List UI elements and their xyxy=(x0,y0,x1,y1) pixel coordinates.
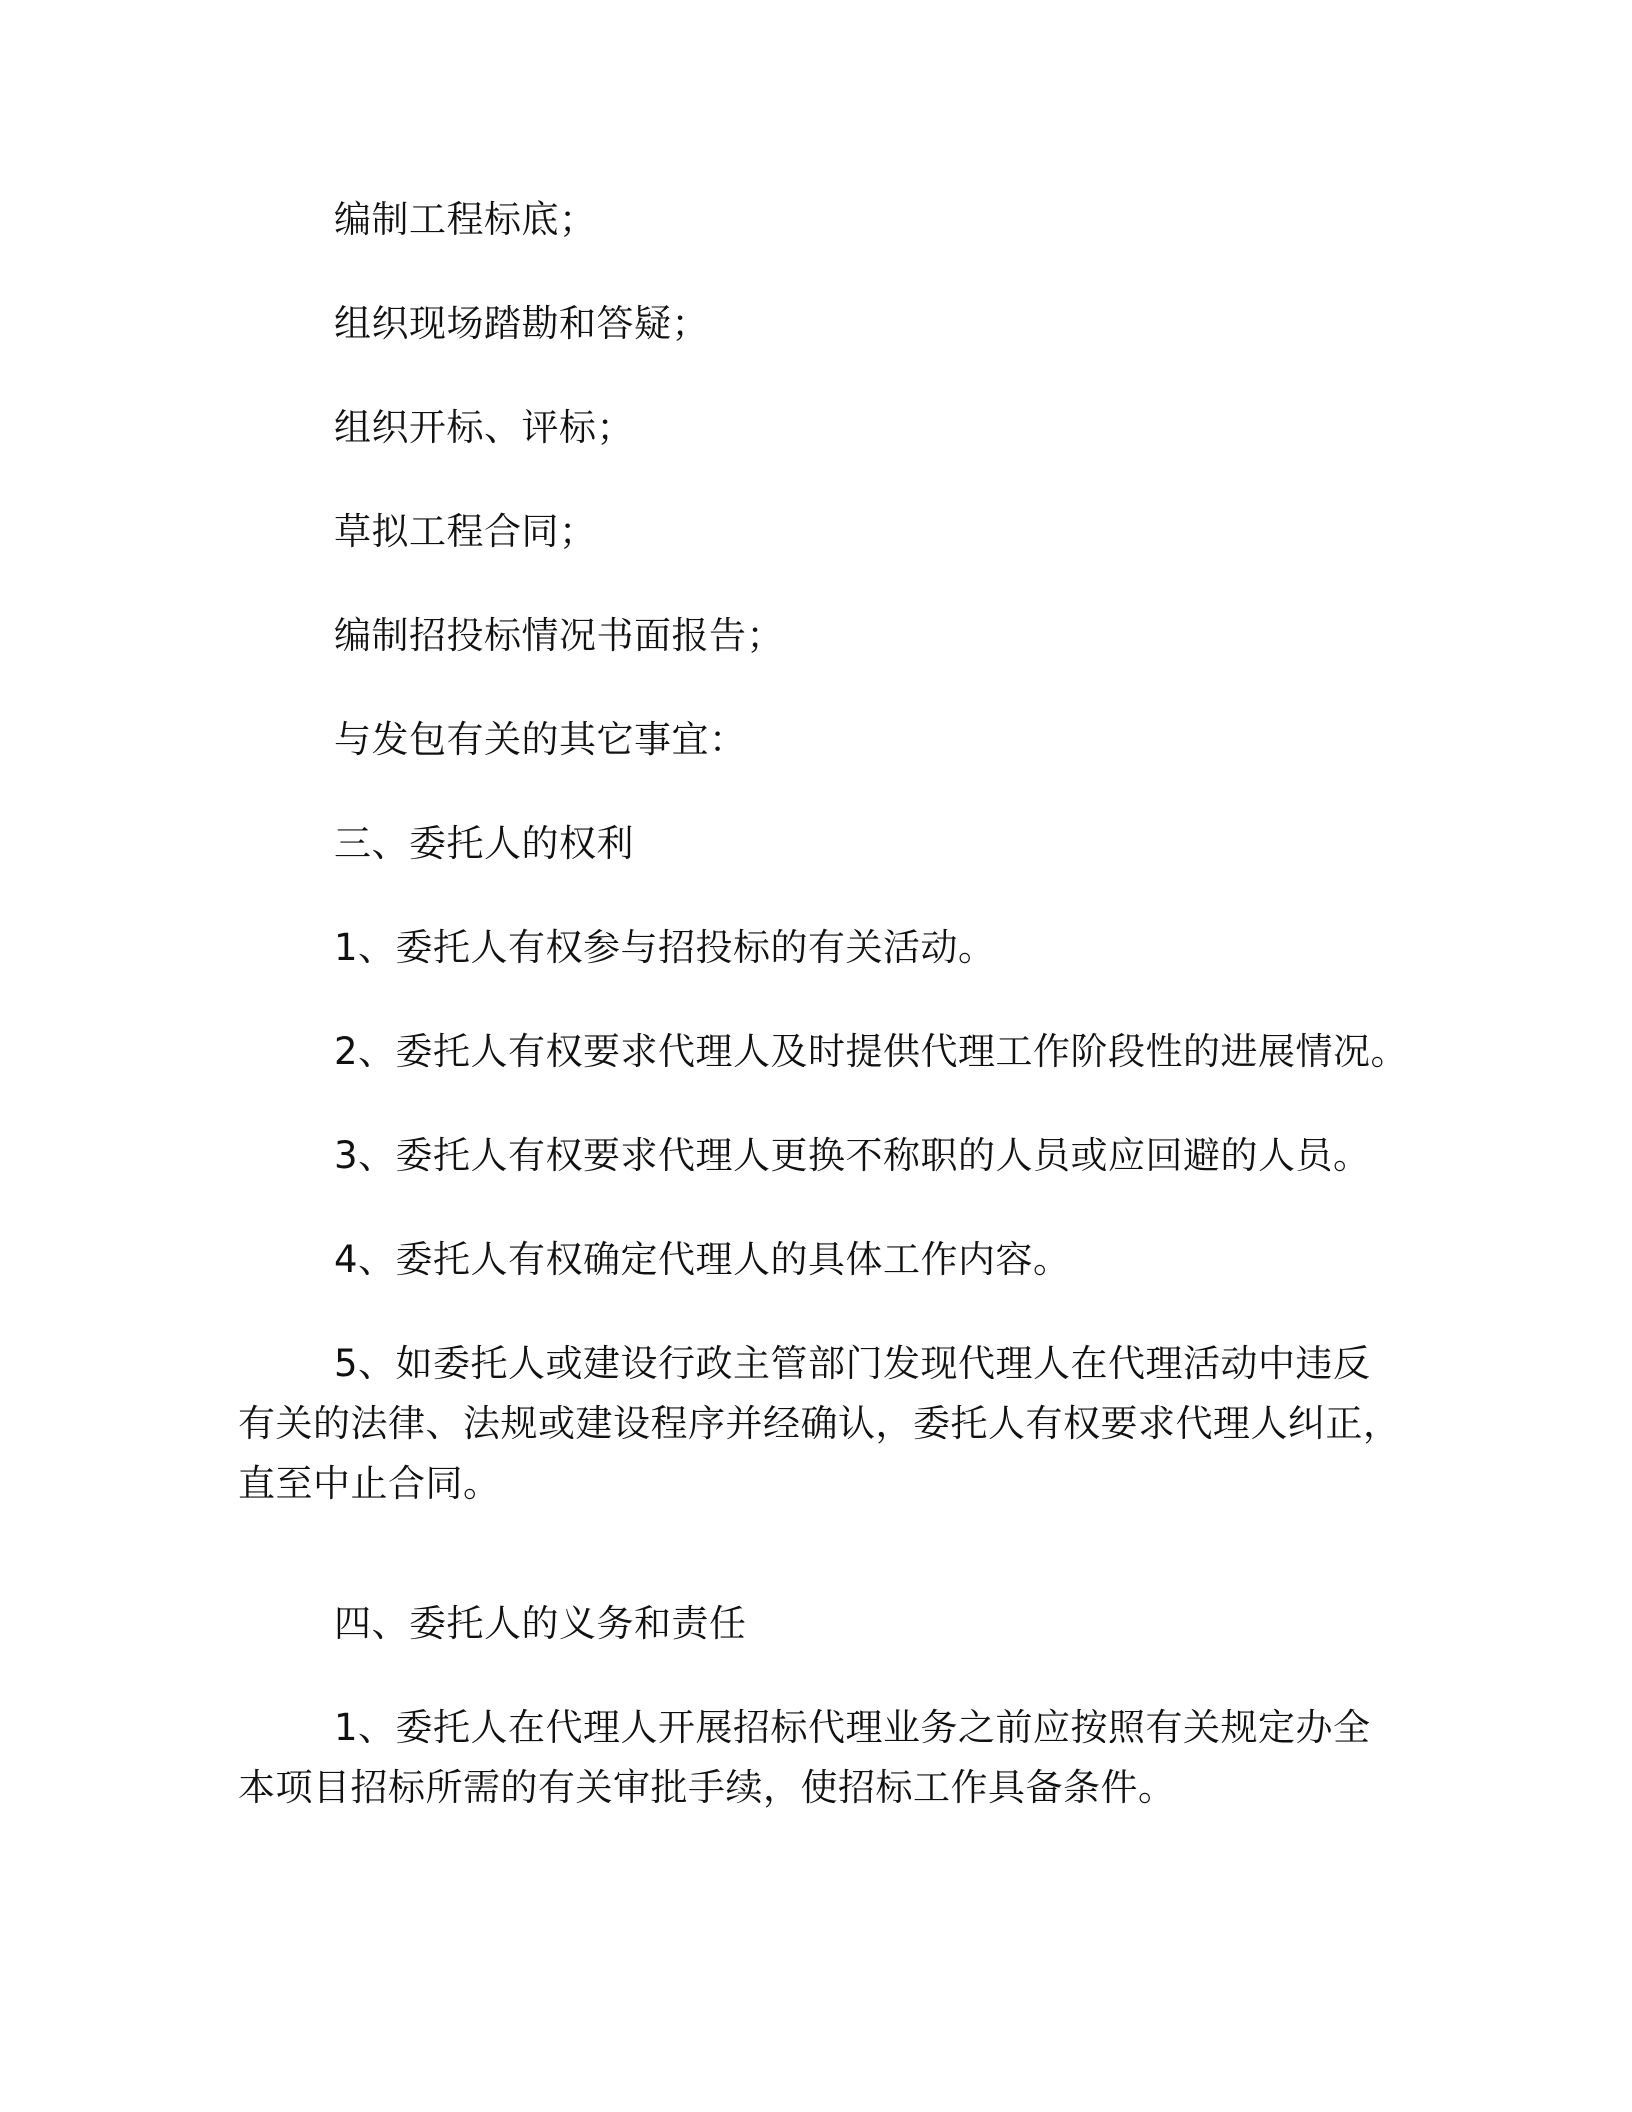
right-item-4: 4、委托人有权确定代理人的具体工作内容。 xyxy=(334,1238,1071,1281)
section-three-title: 三、委托人的权利 xyxy=(334,822,634,865)
right-item-5-line-1: 5、如委托人或建设行政主管部门发现代理人在代理活动中违反 xyxy=(334,1342,1371,1385)
right-item-1: 1、委托人有权参与招投标的有关活动。 xyxy=(334,926,996,969)
duty-item-1-line-1: 1、委托人在代理人开展招标代理业务之前应按照有关规定办全 xyxy=(334,1706,1371,1749)
line-written-report: 编制招投标情况书面报告； xyxy=(334,614,784,657)
right-item-3: 3、委托人有权要求代理人更换不称职的人员或应回避的人员。 xyxy=(334,1134,1371,1177)
right-item-5-line-2: 有关的法律、法规或建设程序并经确认，委托人有权要求代理人纠正， xyxy=(238,1402,1401,1445)
section-four-title: 四、委托人的义务和责任 xyxy=(334,1602,747,1645)
line-compile-base-price: 编制工程标底； xyxy=(334,198,597,241)
line-draft-contract: 草拟工程合同； xyxy=(334,510,597,553)
right-item-5 xyxy=(238,1334,1401,1514)
line-other-matters: 与发包有关的其它事宜： xyxy=(334,718,747,761)
right-item-2: 2、委托人有权要求代理人及时提供代理工作阶段性的进展情况。 xyxy=(334,1030,1409,1073)
duty-item-1-line-2: 本项目招标所需的有关审批手续，使招标工作具备条件。 xyxy=(238,1766,1176,1809)
line-bid-opening: 组织开标、评标； xyxy=(334,406,634,449)
duty-item-1 xyxy=(238,1698,1388,1818)
line-site-survey: 组织现场踏勘和答疑； xyxy=(334,302,709,345)
right-item-5-line-3: 直至中止合同。 xyxy=(238,1462,501,1505)
